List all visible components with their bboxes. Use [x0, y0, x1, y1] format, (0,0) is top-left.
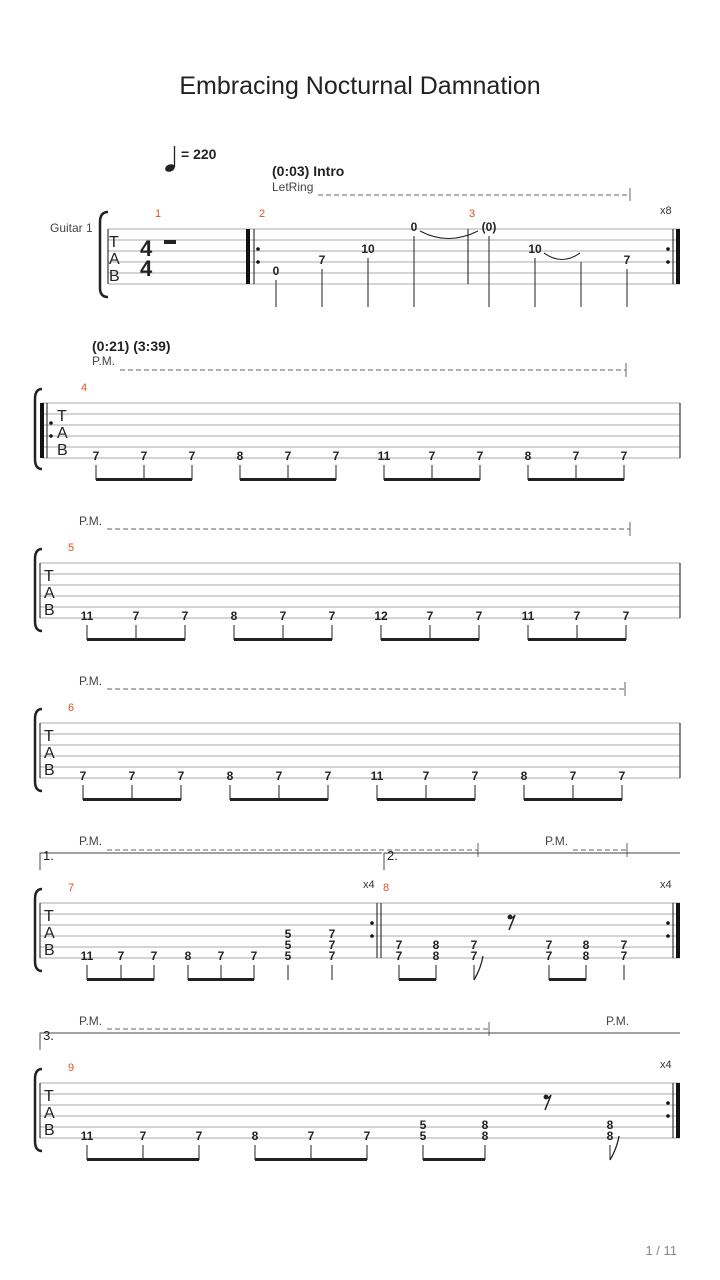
fret-number: 7: [79, 769, 87, 783]
fret-number: 8: [226, 769, 234, 783]
fret-number: 5: [419, 1118, 427, 1132]
fret-number: 7: [545, 938, 553, 952]
fret-number: 8: [432, 949, 440, 963]
section-marker: (0:03) Intro: [272, 163, 345, 179]
palm-mute-label: P.M.: [606, 1014, 630, 1028]
fret-number: 7: [92, 449, 100, 463]
fret-number: 0: [272, 264, 280, 278]
system-4: [35, 674, 680, 801]
fret-number: 10: [528, 242, 542, 256]
fret-number: 7: [328, 938, 336, 952]
fret-number: 11: [80, 609, 94, 623]
fret-number: 8: [582, 938, 590, 952]
time-sig-bottom: 4: [140, 256, 153, 281]
fret-number: 7: [426, 609, 434, 623]
system-6: [35, 1014, 680, 1161]
svg-text:A: A: [44, 925, 55, 942]
fret-number: 7: [140, 449, 148, 463]
svg-text:A: A: [109, 251, 120, 268]
fret-number: 5: [284, 927, 292, 941]
svg-text:B: B: [44, 602, 55, 619]
volta-ending: 1.: [43, 848, 54, 863]
volta-ending: 3.: [43, 1028, 54, 1043]
fret-number: 7: [117, 949, 125, 963]
repeat-count: x8: [660, 205, 672, 217]
system-1: [50, 163, 680, 307]
fret-number: 7: [328, 927, 336, 941]
svg-text:B: B: [44, 1122, 55, 1139]
fret-number: (0): [481, 220, 497, 234]
fret-number: 7: [470, 949, 478, 963]
fret-number: 7: [128, 769, 136, 783]
fret-number: 7: [476, 449, 484, 463]
fret-number: 8: [606, 1129, 614, 1143]
fret-number: 7: [132, 609, 140, 623]
fret-number: 11: [80, 949, 94, 963]
eighth-rest-icon: [544, 1095, 551, 1110]
fret-number: 5: [284, 938, 292, 952]
repeat-count: x4: [660, 879, 672, 891]
measure-number: 5: [68, 542, 75, 554]
fret-number: 11: [377, 449, 391, 463]
palm-mute-label: P.M.: [79, 834, 103, 848]
tempo-text: = 220: [181, 146, 217, 162]
fret-number: 7: [569, 769, 577, 783]
tempo-marking: [164, 146, 217, 173]
fret-number: 7: [422, 769, 430, 783]
fret-number: 8: [524, 449, 532, 463]
fret-number: 7: [428, 449, 436, 463]
palm-mute-label: P.M.: [92, 354, 116, 368]
system-5: [35, 834, 680, 981]
fret-number: 7: [623, 253, 631, 267]
fret-number: 7: [188, 449, 196, 463]
fret-number: 7: [620, 449, 628, 463]
svg-text:T: T: [44, 728, 54, 745]
fret-number: 8: [230, 609, 238, 623]
fret-number: 0: [410, 220, 418, 234]
measure-number: 7: [68, 882, 75, 894]
fret-number: 7: [572, 449, 580, 463]
fret-number: 7: [318, 253, 326, 267]
fret-number: 5: [284, 949, 292, 963]
fret-number: 5: [419, 1129, 427, 1143]
fret-number: 7: [471, 769, 479, 783]
time-sig-top: 4: [140, 236, 153, 261]
fret-number: 7: [363, 1129, 371, 1143]
svg-text:T: T: [109, 234, 119, 251]
fret-number: 7: [307, 1129, 315, 1143]
fret-number: 11: [370, 769, 384, 783]
fret-number: 7: [328, 609, 336, 623]
svg-text:T: T: [57, 408, 67, 425]
svg-text:A: A: [44, 585, 55, 602]
measure-number: 3: [469, 208, 476, 220]
fret-number: 7: [618, 769, 626, 783]
fret-number: 7: [279, 609, 287, 623]
palm-mute-label: P.M.: [79, 1014, 103, 1028]
fret-number: 8: [236, 449, 244, 463]
palm-mute-label: P.M.: [79, 674, 103, 688]
eighth-rest-icon: [508, 915, 515, 930]
fret-number: 8: [432, 938, 440, 952]
fret-number: 8: [606, 1118, 614, 1132]
fret-number: 7: [139, 1129, 147, 1143]
fret-number: 8: [251, 1129, 259, 1143]
measure-number: 8: [383, 882, 390, 894]
svg-text:T: T: [44, 1088, 54, 1105]
measure-number: 4: [81, 382, 88, 394]
fret-number: 11: [80, 1129, 94, 1143]
system-3: [35, 514, 680, 641]
fret-number: 12: [374, 609, 388, 623]
palm-mute-label: P.M.: [79, 514, 103, 528]
fret-number: 8: [481, 1129, 489, 1143]
fret-number: 7: [475, 609, 483, 623]
svg-text:T: T: [44, 908, 54, 925]
fret-number: 7: [395, 949, 403, 963]
fret-number: 7: [324, 769, 332, 783]
repeat-count: x4: [660, 1059, 672, 1071]
svg-text:T: T: [44, 568, 54, 585]
fret-number: 7: [395, 938, 403, 952]
fret-number: 7: [284, 449, 292, 463]
fret-number: 8: [481, 1118, 489, 1132]
measure-number: 2: [259, 208, 266, 220]
fret-number: 7: [328, 949, 336, 963]
song-title: Embracing Nocturnal Damnation: [179, 72, 541, 100]
svg-text:B: B: [109, 268, 120, 285]
volta-ending: 2.: [387, 848, 398, 863]
page-number: 1 / 11: [645, 1243, 677, 1258]
fret-number: 7: [573, 609, 581, 623]
let-ring-label: LetRing: [272, 180, 314, 194]
track-name: Guitar 1: [50, 221, 93, 235]
system-2: [35, 338, 680, 481]
fret-number: 7: [275, 769, 283, 783]
fret-number: 7: [470, 938, 478, 952]
measure-number: 1: [155, 208, 162, 220]
svg-text:A: A: [57, 425, 68, 442]
fret-number: 7: [195, 1129, 203, 1143]
fret-number: 7: [545, 949, 553, 963]
fret-number: 8: [184, 949, 192, 963]
fret-number: 11: [521, 609, 535, 623]
fret-number: 7: [150, 949, 158, 963]
fret-number: 10: [361, 242, 375, 256]
fret-number: 7: [622, 609, 630, 623]
section-marker: (0:21) (3:39): [92, 338, 171, 354]
fret-number: 7: [250, 949, 258, 963]
fret-number: 8: [520, 769, 528, 783]
fret-number: 7: [177, 769, 185, 783]
fret-number: 7: [217, 949, 225, 963]
repeat-count: x4: [363, 879, 375, 891]
fret-number: 7: [332, 449, 340, 463]
svg-text:B: B: [44, 762, 55, 779]
palm-mute-label: P.M.: [545, 834, 569, 848]
fret-number: 7: [620, 949, 628, 963]
measure-number: 9: [68, 1062, 75, 1074]
svg-text:B: B: [57, 442, 68, 459]
svg-text:B: B: [44, 942, 55, 959]
fret-number: 8: [582, 949, 590, 963]
svg-text:A: A: [44, 1105, 55, 1122]
svg-text:A: A: [44, 745, 55, 762]
fret-number: 7: [181, 609, 189, 623]
measure-number: 6: [68, 702, 75, 714]
fret-number: 7: [620, 938, 628, 952]
